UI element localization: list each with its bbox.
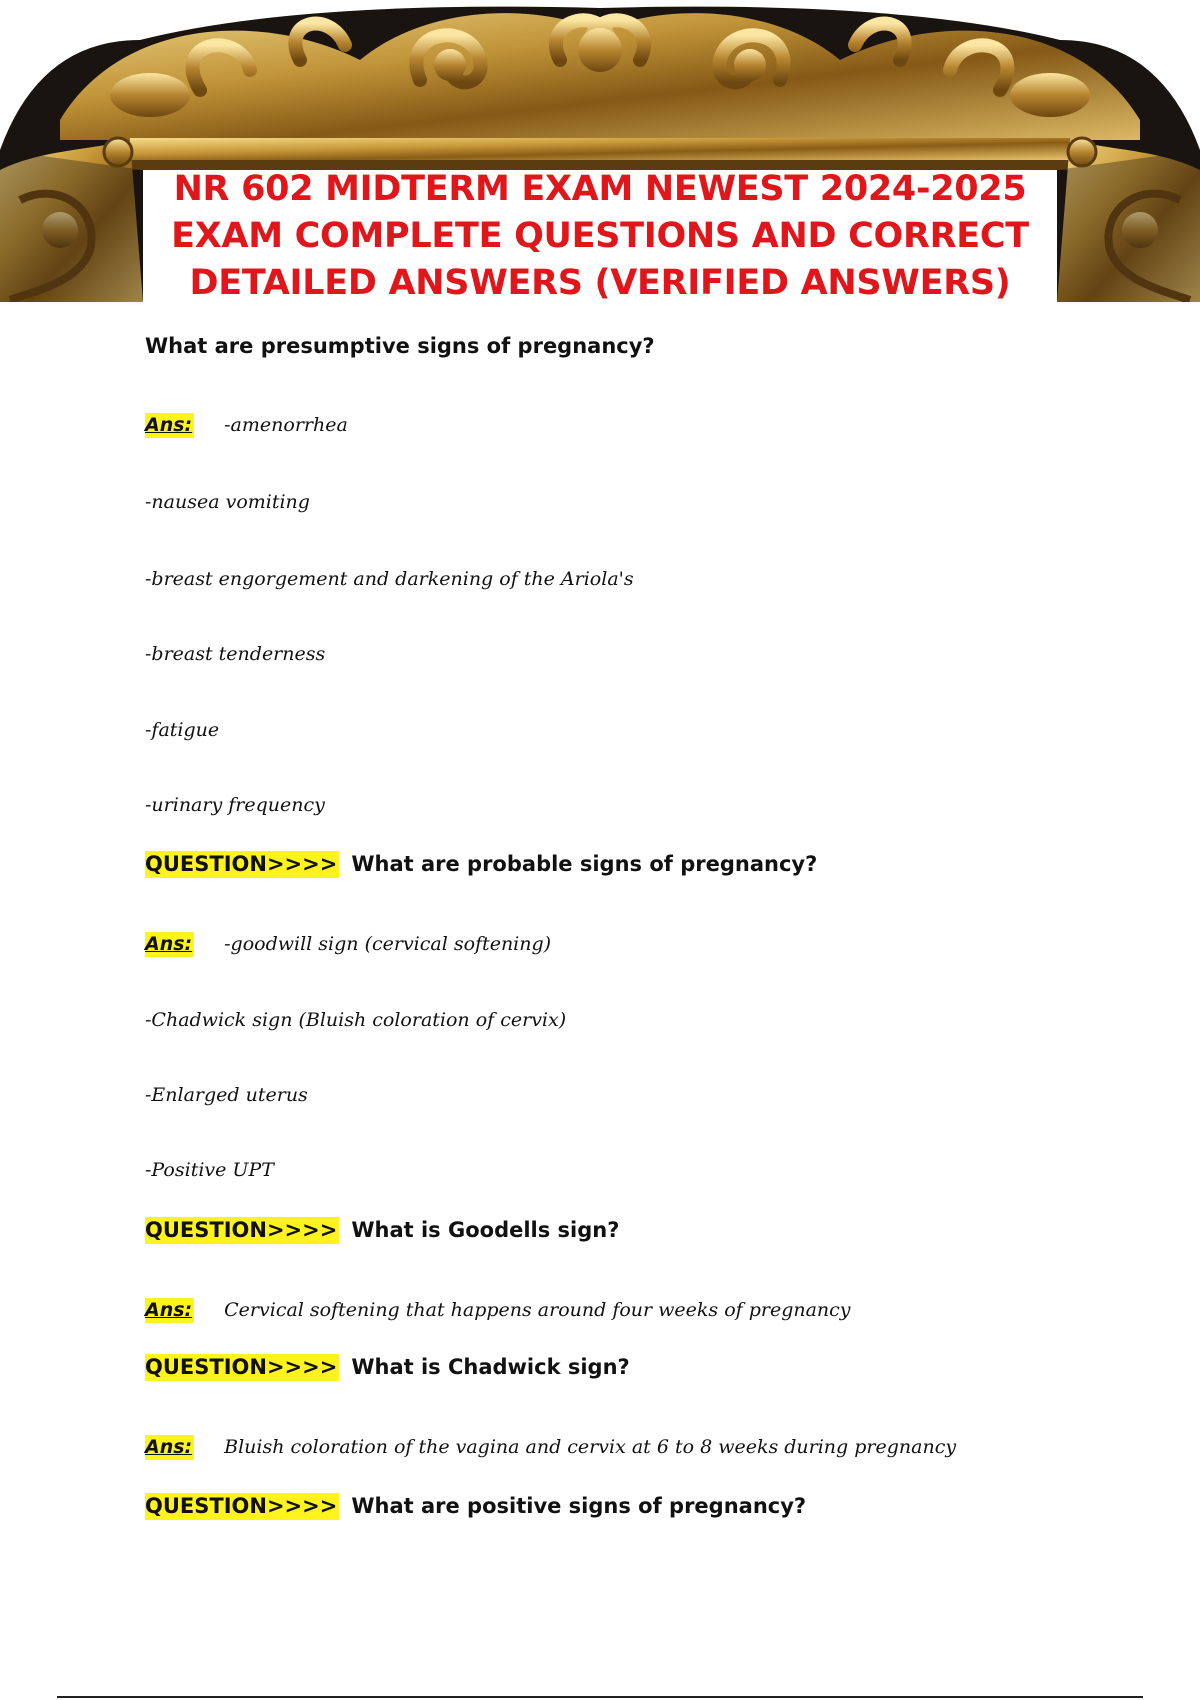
- question-text: What are probable signs of pregnancy?: [351, 852, 818, 876]
- answer-row: [145, 1299, 851, 1321]
- question-row: [145, 1494, 806, 1518]
- header-banner: [0, 0, 1200, 302]
- title-line: DETAILED ANSWERS (VERIFIED ANSWERS): [189, 262, 1011, 302]
- document-title: [143, 170, 1057, 302]
- title-line: NR 602 MIDTERM EXAM NEWEST 2024-2025: [173, 168, 1027, 209]
- question-text: What are positive signs of pregnancy?: [351, 1494, 807, 1518]
- answer-label: Ans:: [145, 1436, 193, 1458]
- answer-text: -amenorrhea: [224, 414, 348, 436]
- answer-item: -urinary frequency: [145, 794, 325, 816]
- answer-item: -nausea vomiting: [145, 491, 310, 513]
- question-label: QUESTION>>>>: [145, 1494, 338, 1518]
- answer-item: -Positive UPT: [145, 1159, 274, 1181]
- answer-label: Ans:: [145, 414, 193, 436]
- answer-text: -goodwill sign (cervical softening): [224, 933, 552, 955]
- question-label: QUESTION>>>>: [145, 1355, 338, 1379]
- answer-item: -fatigue: [145, 719, 220, 741]
- question-label: QUESTION>>>>: [145, 1218, 338, 1242]
- answer-item: -Enlarged uterus: [145, 1084, 308, 1106]
- question-label: QUESTION>>>>: [145, 852, 338, 876]
- question-text: What is Goodells sign?: [351, 1218, 620, 1242]
- answer-item: -breast engorgement and darkening of the Ariola's: [145, 568, 634, 590]
- answer-item: -Chadwick sign (Bluish coloration of cervix): [145, 1009, 567, 1031]
- question-text: What is Chadwick sign?: [351, 1355, 630, 1379]
- question-row: [145, 1355, 630, 1379]
- footer-divider: [57, 1696, 1143, 1698]
- answer-row: [145, 933, 551, 955]
- answer-row: [145, 1436, 956, 1458]
- answer-row: [145, 414, 348, 436]
- answer-label: Ans:: [145, 1299, 193, 1321]
- question-presumptive: What are presumptive signs of pregnancy?: [145, 334, 655, 358]
- answer-text: Cervical softening that happens around four weeks of pregnancy: [224, 1299, 851, 1321]
- question-row: [145, 852, 817, 876]
- answer-label: Ans:: [145, 933, 193, 955]
- title-line: EXAM COMPLETE QUESTIONS AND CORRECT: [171, 215, 1029, 256]
- answer-item: -breast tenderness: [145, 643, 326, 665]
- answer-text: Bluish coloration of the vagina and cervix at 6 to 8 weeks during pregnancy: [224, 1436, 957, 1458]
- question-row: [145, 1218, 619, 1242]
